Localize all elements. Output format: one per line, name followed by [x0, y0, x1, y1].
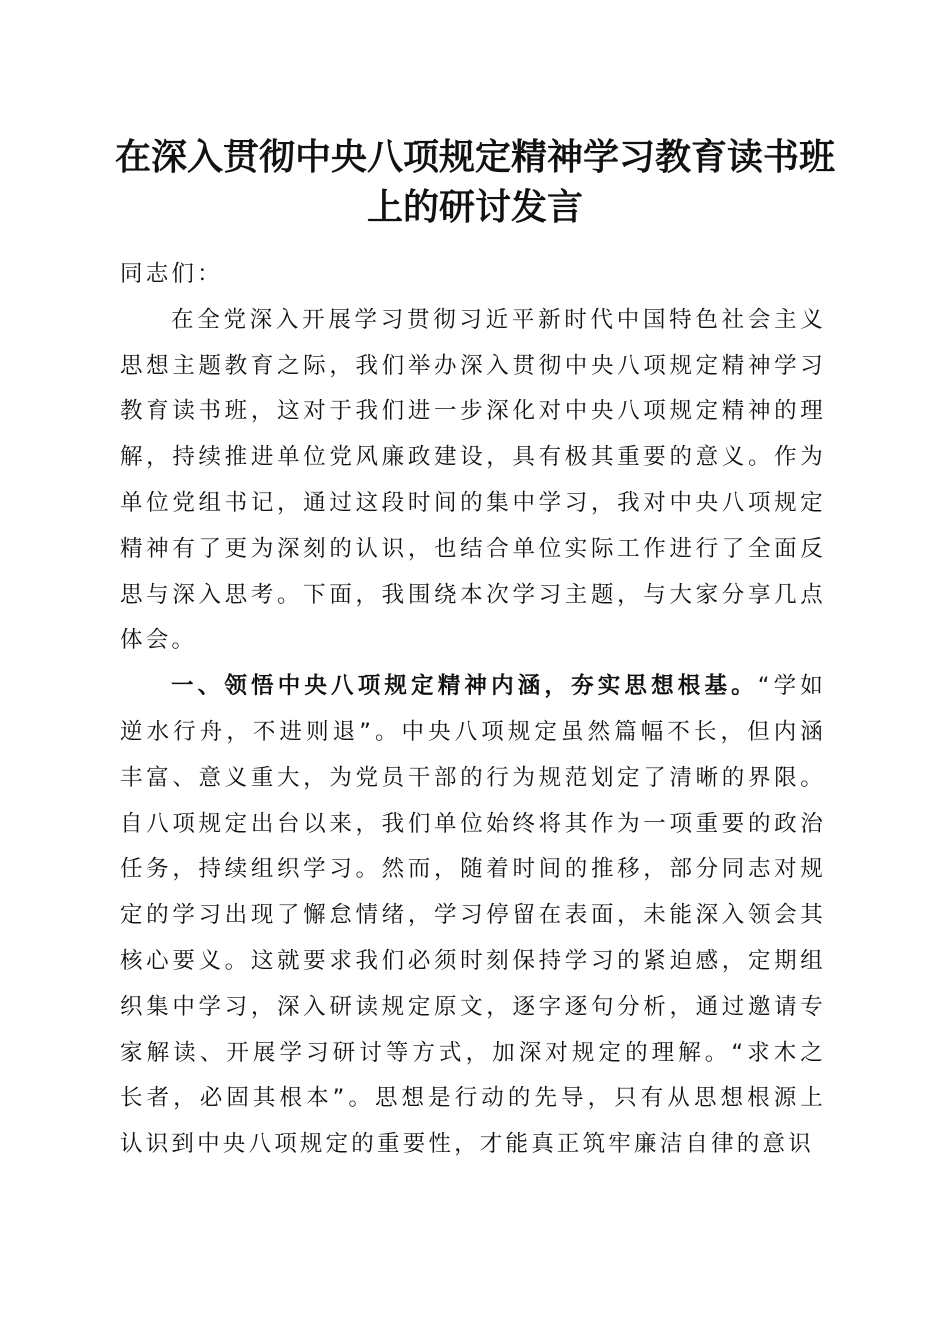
title-line-1: 在深入贯彻中央八项规定精神学习教育读书班 — [114, 136, 835, 178]
salutation: 同志们： — [120, 261, 223, 287]
section-1-body: “学如逆水行舟，不进则退”。中央八项规定虽然篇幅不长，但内涵丰富、意义重大，为党员干部的行为规范划定了清晰的界限。自八项规定出台以来，我们单位始终将其作为一项重要的政治任务，持续组织学习。然而，随着时间的推移，部分同志对规定的学习出现了懈怠情绪，学习停留在表面，未能深入领会其核心要义。这就要求我们必须时刻保持学习的紧迫感，定期组织集中学习，深入研读规定原文，逐字逐句分析，通过邀请专家解读、开展学习研讨等方式，加深对规定的理解。“求木之长者，必固其根本”。思想是行动的先导，只有从思想根源上认识到中央八项规定的重要性，才能真正筑牢廉洁自律的意识 — [120, 673, 826, 1158]
intro-paragraph: 在全党深入开展学习贯彻习近平新时代中国特色社会主义思想主题教育之际，我们举办深入贯彻中央八项规定精神学习教育读书班，这对于我们进一步深化对中央八项规定精神的理解，持续推进单位党风廉政建设，具有极其重要的意义。作为单位党组书记，通过这段时间的集中学习，我对中央八项规定精神有了更为深刻的认识，也结合单位实际工作进行了全面反思与深入思考。下面，我围绕本次学习主题，与大家分享几点体会。 — [120, 306, 826, 654]
document-title — [100, 132, 850, 232]
section-1-heading: 一、领悟中央八项规定精神内涵，夯实思想根基。 — [171, 673, 758, 700]
section-1-paragraph — [120, 664, 826, 1168]
document-body — [120, 252, 826, 1168]
title-line-2: 上的研讨发言 — [366, 186, 583, 228]
